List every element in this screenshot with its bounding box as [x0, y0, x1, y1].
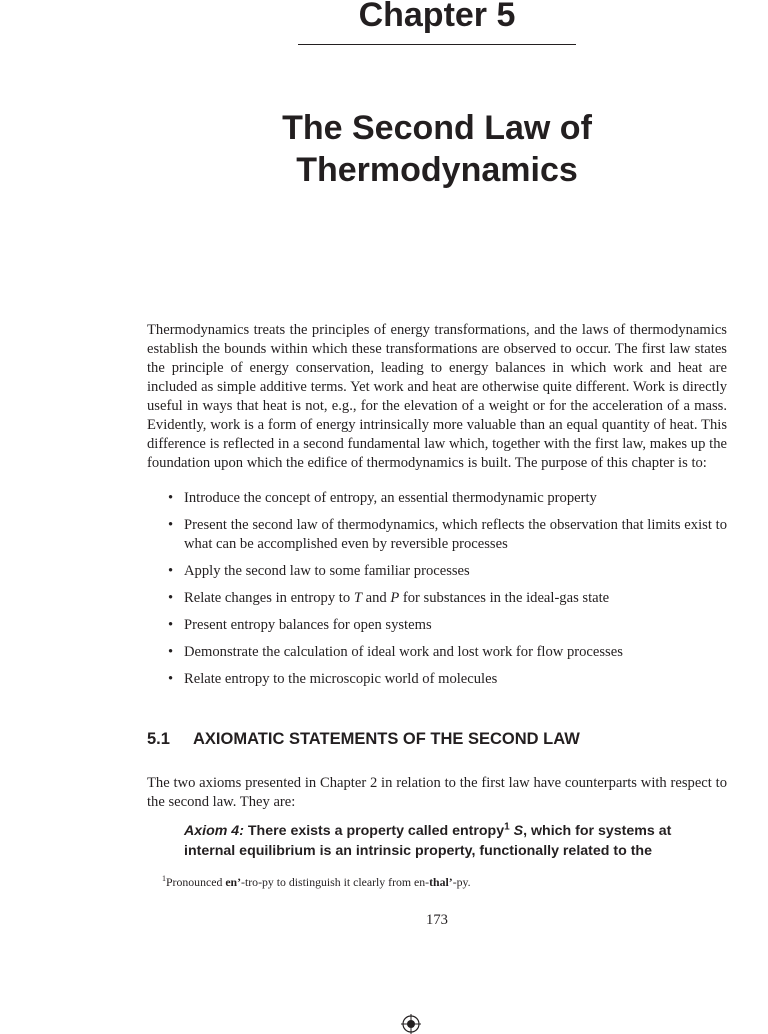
registration-mark-icon — [401, 1014, 421, 1034]
axiom-4-statement — [184, 821, 692, 861]
footnote-text: -py. — [452, 875, 471, 889]
chapter-label: Chapter 5 — [358, 0, 516, 34]
footnote-text: -tro-py to distinguish it clearly from en- — [241, 875, 430, 889]
objective-item: • Present the second law of thermodynamics, which reflects the observation that limits exist to what can be accomplished even by reversible processes — [166, 516, 727, 554]
entropy-symbol: S — [513, 823, 524, 839]
section-heading — [147, 729, 727, 749]
pressure-symbol: P — [390, 590, 400, 606]
footnote-emphasis: thal’ — [429, 875, 453, 889]
axiom-text: There exists a property called entropy — [243, 823, 505, 839]
footnote — [162, 874, 727, 890]
temperature-symbol: T — [353, 590, 362, 606]
objective-text: and — [361, 590, 391, 606]
objective-item: • Relate entropy to the microscopic world of molecules — [166, 670, 727, 689]
objective-item: • Introduce the concept of entropy, an essential thermodynamic property — [166, 489, 727, 508]
objective-text: for substances in the ideal-gas state — [399, 590, 610, 606]
chapter-title-line-2: Thermodynamics — [296, 151, 578, 189]
objective-item: • Present entropy balances for open systems — [166, 616, 727, 635]
axiom-text: , which for systems at internal equilibrium is an intrinsic property, functionally related to the — [184, 823, 672, 859]
objective-text: Relate changes in entropy to — [184, 590, 354, 606]
footnote-reference: 1 — [504, 821, 510, 833]
footnote-emphasis: en’ — [225, 875, 242, 889]
intro-paragraph: Thermodynamics treats the principles of energy transformations, and the laws of thermodynamics establish the bounds within which these transformations are observed to occur. The first law states the principle of energy conservation, leading to energy balances in which work and heat are included as simple additive terms. Yet work and heat are otherwise quite different. Work is directly useful in ways that heat is not, e.g., for the elevation of a weight or for the acceleration of a mass. Evidently, work is a form of energy intrinsically more valuable than an equal quantity of heat. This difference is reflected in a second fundamental law which, together with the first law, makes up the foundation upon which the edifice of thermodynamics is built. The purpose of this chapter is to: — [147, 322, 727, 471]
section-title: AXIOMATIC STATEMENTS OF THE SECOND LAW — [193, 730, 580, 748]
objective-item: • Apply the second law to some familiar processes — [166, 562, 727, 581]
chapter-title-line-1: The Second Law of — [282, 109, 592, 147]
chapter-title — [220, 107, 654, 191]
objective-item: • Demonstrate the calculation of ideal work and lost work for flow processes — [166, 643, 727, 662]
objective-item — [166, 589, 727, 608]
section-paragraph: The two axioms presented in Chapter 2 in relation to the first law have counterparts with respect to the second law. They are: — [147, 775, 727, 810]
section-number: 5.1 — [147, 730, 170, 748]
axiom-label: Axiom 4: — [184, 823, 244, 839]
chapter-objectives-list — [166, 489, 727, 689]
footnote-marker: 1 — [162, 874, 166, 884]
page-number: 173 — [426, 912, 448, 928]
chapter-rule — [298, 44, 576, 45]
footnote-text: Pronounced — [166, 875, 226, 889]
